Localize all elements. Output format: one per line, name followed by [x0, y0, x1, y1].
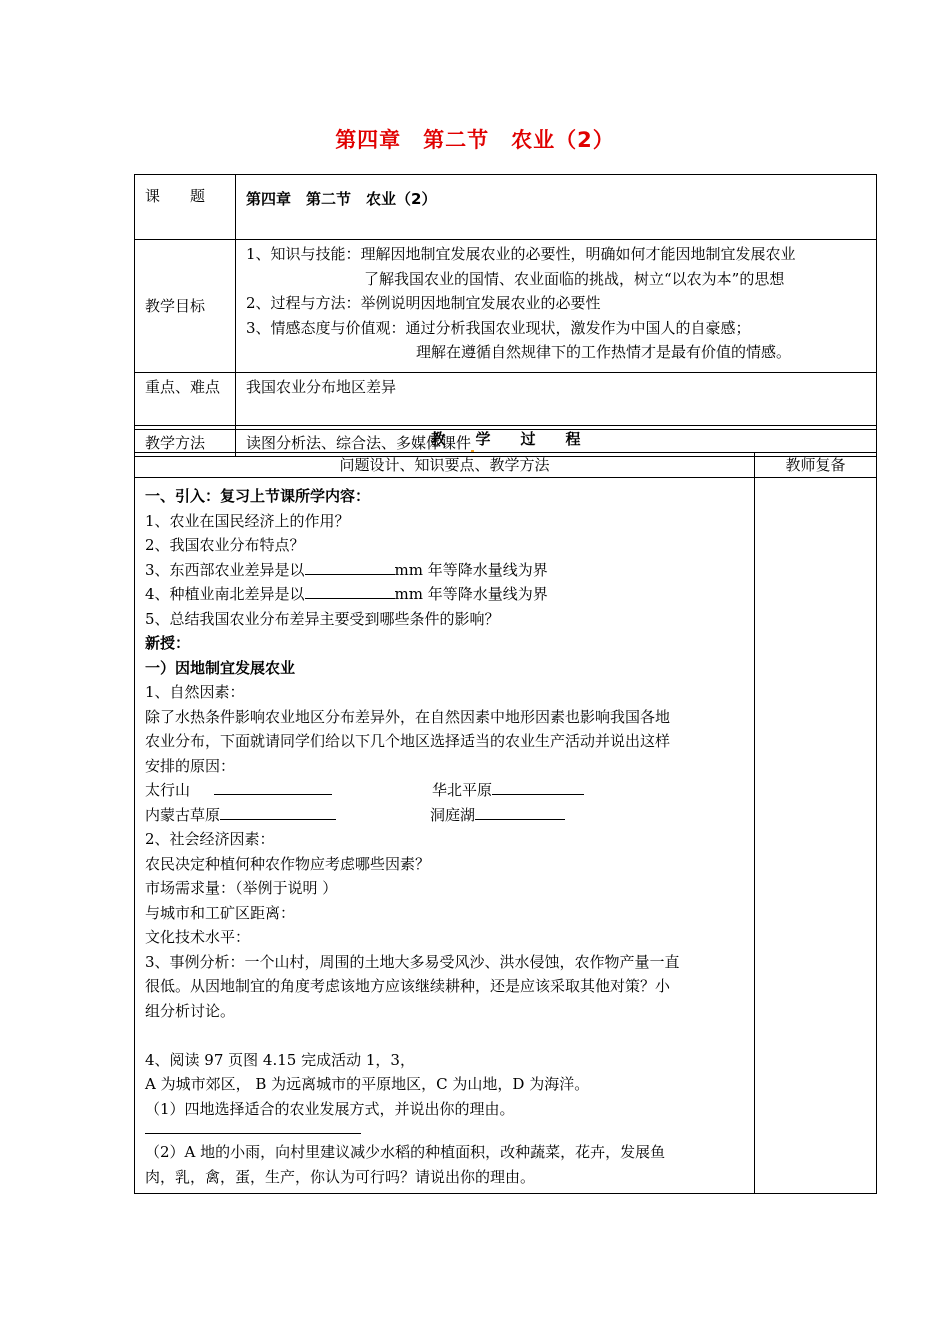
goal-line: 1、知识与技能：理解因地制宜发展农业的必要性，明确如何才能因地制宜发展农业 [246, 245, 796, 263]
region-row [145, 803, 744, 828]
reading-question: （1）四地选择适合的农业发展方式，并说出你的理由。 [145, 1099, 515, 1118]
q4-text-end: mm 年等降水量线为界 [394, 585, 548, 603]
process-header-row [135, 426, 877, 453]
key-value: 我国农业分布地区差异 [236, 373, 877, 430]
region-row [145, 778, 744, 803]
answer-line[interactable] [145, 1133, 361, 1134]
method-label: 教学方法 [135, 430, 236, 457]
content-row [135, 478, 877, 1194]
key-label: 重点、难点 [135, 373, 236, 430]
social-question: 农民决定种植何种农作物应考虑哪些因素？ [145, 854, 431, 873]
case-paragraph: 组分析讨论。 [145, 1001, 236, 1020]
q3-text: 3、东西部农业差异是以 [145, 560, 305, 579]
topic-row [135, 175, 877, 240]
q3-blank[interactable] [305, 559, 395, 575]
region-blank[interactable] [214, 779, 332, 795]
process-header: 教 学 过 程 [135, 426, 877, 453]
reading-question: （2）A 地的小雨，向村里建议减少水稻的种植面积，改种蔬菜，花卉，发展鱼 [145, 1143, 666, 1161]
review-question-3 [145, 558, 744, 583]
natural-heading: 1、自然因素： [145, 683, 245, 701]
social-factor: 文化技术水平： [145, 928, 251, 946]
social-factor: 与城市和工矿区距离： [145, 903, 296, 922]
region-blank[interactable] [475, 804, 565, 820]
region-label: 内蒙古草原 [145, 805, 221, 824]
goals-label: 教学目标 [135, 240, 236, 373]
goals-list [236, 240, 877, 373]
natural-paragraph: 农业分布，下面就请同学们给以下几个地区选择适当的农业生产活动并说出这样 [145, 732, 671, 750]
case-paragraph: 3、事例分析：一个山村，周围的土地大多易受风沙、洪水侵蚀，农作物产量一直 [145, 952, 680, 971]
method-value: 读图分析法、综合法、多媒体课件 [246, 434, 472, 452]
case-paragraph: 很低。从因地制宜的角度考虑该地方应该继续耕种，还是应该采取其他对策？小 [145, 977, 671, 995]
social-heading: 2、社会经济因素： [145, 830, 275, 848]
goal-line: 2、过程与方法：举例说明因地制宜发展农业的必要性 [246, 294, 601, 312]
region-label: 太行山 [145, 781, 191, 799]
goal-line: 理解在遵循自然规律下的工作热情才是最有价值的情感。 [416, 343, 792, 361]
key-row [135, 373, 877, 430]
goal-line: 3、情感态度与价值观：通过分析我国农业现状，激发作为中国人的自豪感； [246, 318, 751, 337]
region-label: 洞庭湖 [430, 805, 476, 824]
review-question-4 [145, 582, 744, 607]
q4-text: 4、种植业南北差异是以 [145, 585, 305, 603]
social-factor: 市场需求量：（举例于说明 ） [145, 879, 338, 897]
review-question: 1、农业在国民经济上的作用？ [145, 511, 350, 530]
column-header-row [135, 453, 877, 478]
section-heading: 一）因地制宜发展农业 [145, 658, 296, 677]
process-table [134, 425, 877, 1194]
column-questions: 问题设计、知识要点、教学方法 [135, 453, 755, 478]
region-blank[interactable] [220, 804, 336, 820]
q3-text-end: mm 年等降水量线为界 [394, 560, 548, 579]
topic-value: 第四章 第二节 农业（2） [236, 175, 877, 240]
spacer [145, 1023, 744, 1048]
topic-label: 课 题 [135, 175, 236, 240]
q4-blank[interactable] [305, 583, 395, 599]
review-heading: 一、引入：复习上节课所学内容： [145, 487, 371, 505]
document-title: 第四章 第二节 农业（2） [335, 128, 615, 152]
column-teacher-notes: 教师复备 [755, 453, 877, 478]
natural-paragraph: 除了水热条件影响农业地区分布差异外，在自然因素中地形因素也影响我国各地 [145, 707, 671, 726]
goal-line: 了解我国农业的国情、农业面临的挑战，树立“以农为本”的思想 [364, 269, 785, 288]
region-label: 华北平原 [432, 781, 493, 799]
goals-row [135, 240, 877, 373]
reading-paragraph: A 为城市郊区， B 为远离城市的平原地区，C 为山地，D 为海洋。 [145, 1075, 590, 1093]
review-question: 5、总结我国农业分布差异主要受到哪些条件的影响？ [145, 609, 500, 628]
reading-question: 肉，乳，禽，蛋，生产，你认为可行吗？请说出你的理由。 [145, 1167, 536, 1186]
natural-paragraph: 安排的原因： [145, 756, 236, 775]
teacher-notes-cell[interactable] [755, 478, 877, 1194]
review-question: 2、我国农业分布特点？ [145, 536, 305, 554]
info-table [134, 174, 877, 457]
content-cell [135, 478, 755, 1194]
region-blank[interactable] [492, 779, 584, 795]
new-lesson-heading: 新授： [145, 634, 191, 652]
reading-paragraph: 4、阅读 97 页图 4.15 完成活动 1，3， [145, 1050, 415, 1069]
